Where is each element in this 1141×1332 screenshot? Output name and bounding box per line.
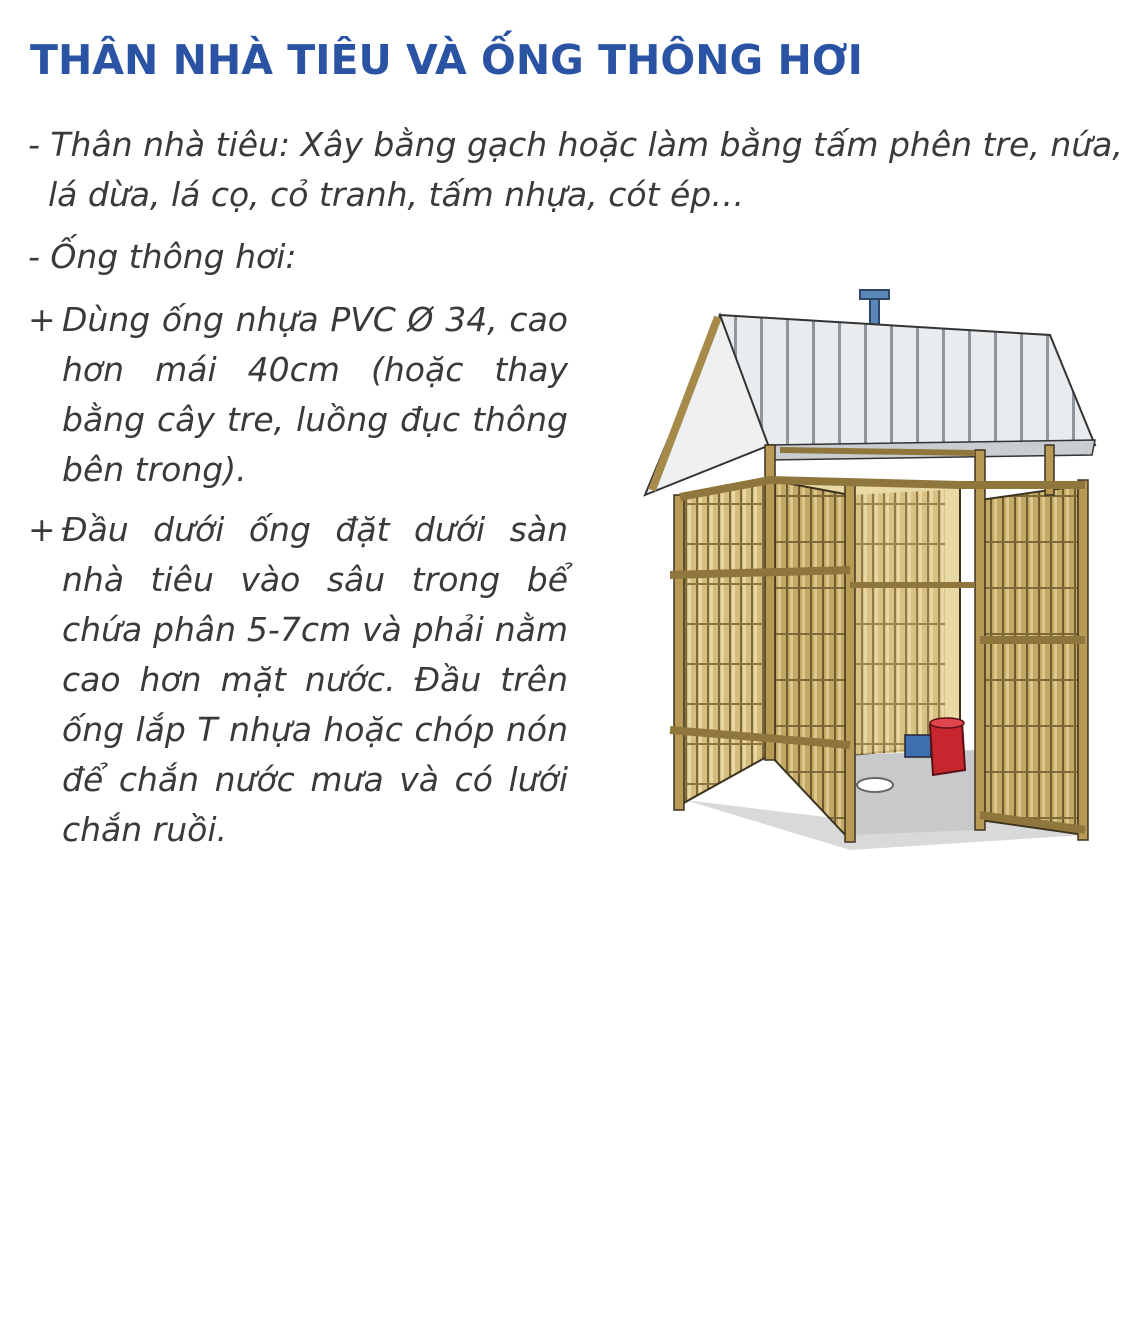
body-paragraph — [28, 120, 1128, 220]
plus-bullet: + — [28, 300, 56, 339]
squat-pan — [857, 778, 893, 792]
list-item-text: Đầu dưới ống đặt dưới sàn nhà tiêu vào sâu trong bể chứa phân 5-7cm và phải nằm cao hơn mặt nước. Đầu trên ống lắp T nhựa hoặc chóp nón để chắn nước mưa và có lưới chắn ruồi. — [62, 510, 568, 849]
bamboo-latrine-illustration — [630, 285, 1110, 875]
list-item — [28, 295, 568, 495]
red-pot — [930, 721, 965, 775]
door-panel — [980, 485, 1085, 835]
blue-bucket — [905, 735, 931, 757]
body-line-2: lá dừa, lá cọ, cỏ tranh, tấm nhựa, cót ép… — [48, 175, 745, 214]
list-item — [28, 505, 568, 855]
page-title: THÂN NHÀ TIÊU VÀ ỐNG THÔNG HƠI — [30, 36, 863, 84]
body-line-1: - Thân nhà tiêu: Xây bằng gạch hoặc làm bằng tấm phên tre, nứa, — [28, 125, 1123, 164]
left-wall — [680, 480, 770, 805]
roof-sheet — [720, 315, 1095, 450]
vent-heading: - Ống thông hơi: — [28, 237, 297, 276]
front-wall — [770, 480, 850, 840]
plus-bullet: + — [28, 510, 56, 549]
list-item-text: Dùng ống nhựa PVC Ø 34, cao hơn mái 40cm (hoặc thay bằng cây tre, luồng đục thông bên trong). — [62, 300, 568, 489]
vent-cap — [860, 290, 889, 299]
